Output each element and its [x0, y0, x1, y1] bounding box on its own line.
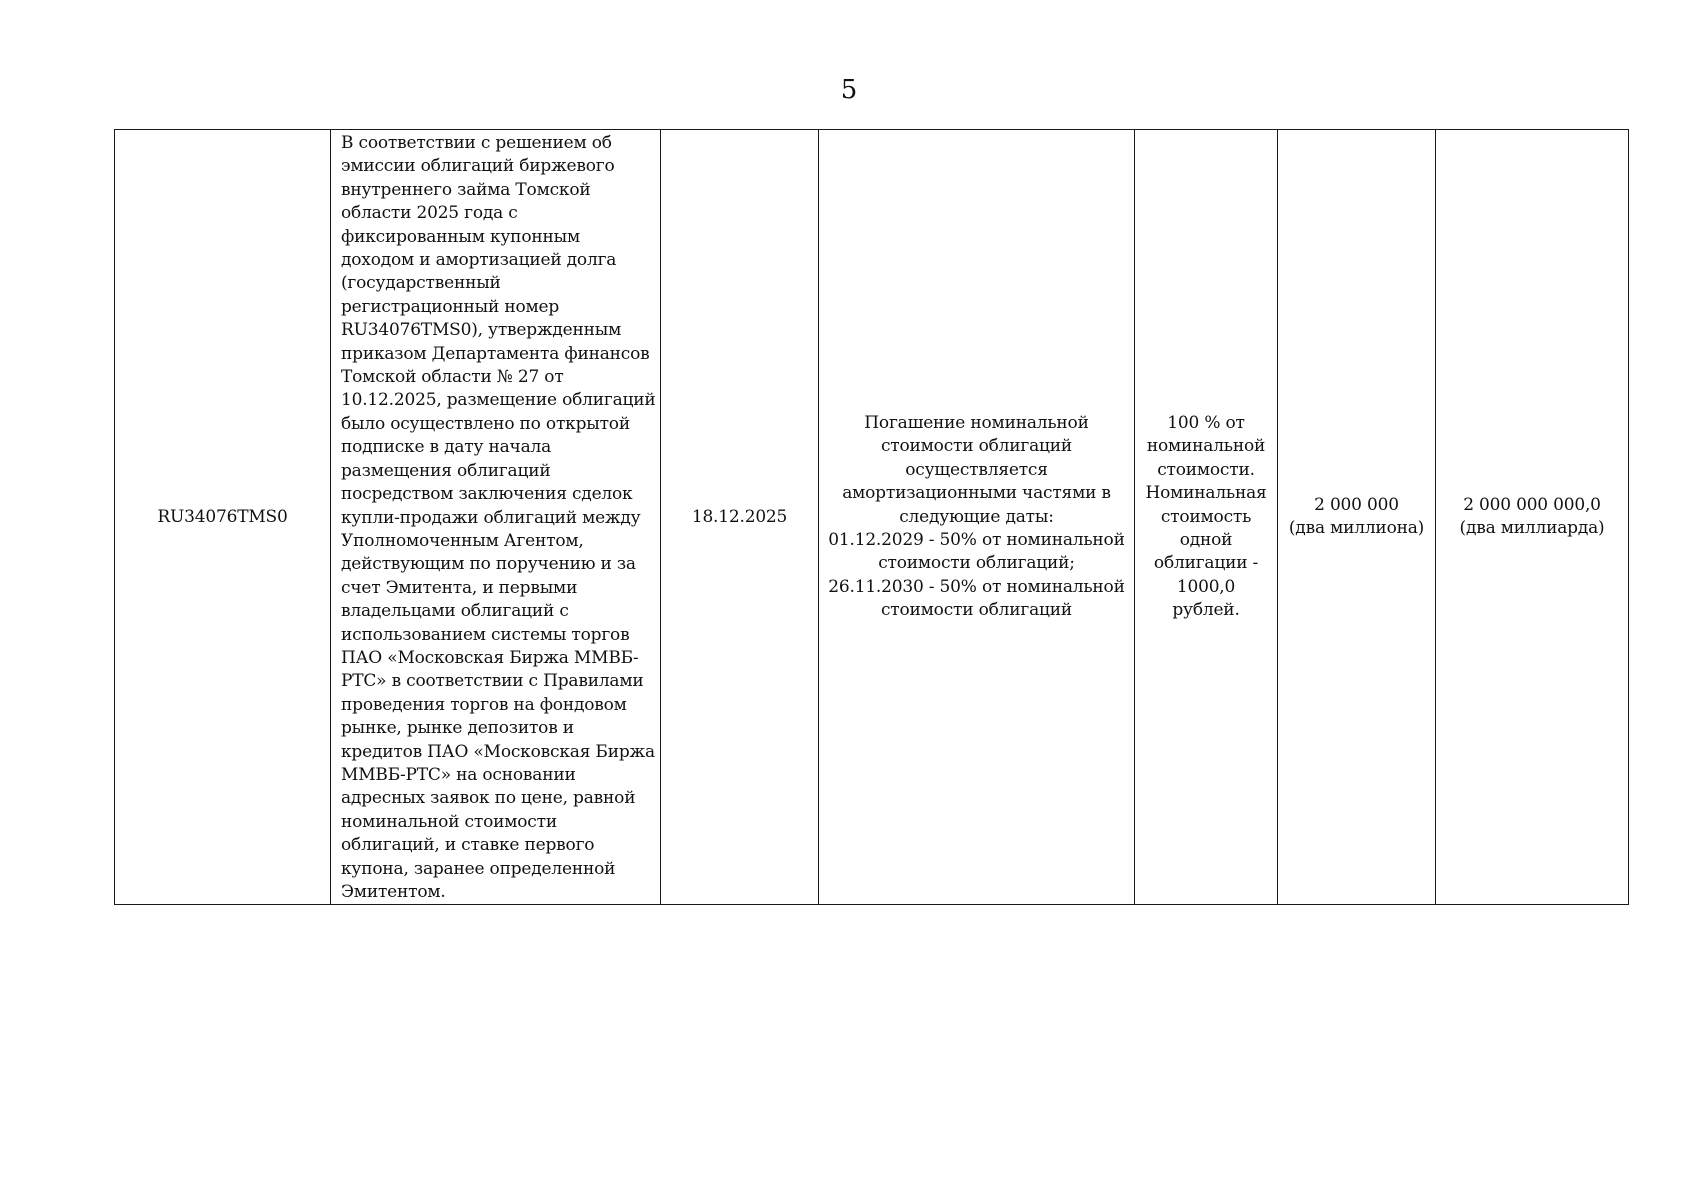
page-number: 5 [840, 75, 858, 105]
description-line: было осуществлено по открытой [341, 413, 630, 434]
repayment-line: Погашение номинальной [864, 412, 1089, 433]
description-line: В соответствии с решением об [341, 133, 612, 153]
bond-issue-table [114, 129, 1629, 905]
description-line: доходом и амортизацией долга [341, 250, 617, 271]
description-line: купона, заранее определенной [341, 858, 616, 879]
table-row [115, 130, 1629, 905]
description-line: подписке в дату начала [341, 437, 552, 458]
description-line: размещения облигаций [341, 460, 551, 481]
description-line: Томской области № 27 от [341, 367, 564, 388]
description-line: фиксированным купонным [341, 226, 580, 247]
volume-line: (два миллиарда) [1459, 518, 1605, 539]
description-line: Эмитентом. [341, 882, 446, 902]
description-line: рынке, рынке депозитов и [341, 718, 574, 739]
repayment-line: амортизационными частями в [842, 483, 1111, 504]
quantity-line: (два миллиона) [1288, 518, 1425, 539]
placement-description-cell [331, 130, 661, 905]
description-line: кредитов ПАО «Московская Биржа [341, 741, 655, 762]
price-line: стоимости. [1157, 459, 1255, 480]
repayment-line: осуществляется [905, 459, 1048, 480]
description-line: номинальной стоимости [341, 811, 557, 832]
quantity-line: 2 000 000 [1314, 494, 1399, 515]
description-line: счет Эмитента, и первыми [341, 577, 578, 598]
description-line: приказом Департамента финансов [341, 343, 650, 364]
placement-date: 18.12.2025 [691, 506, 788, 527]
description-line: внутреннего займа Томской [341, 179, 591, 200]
repayment-line: стоимости облигаций [880, 600, 1073, 621]
price-line: рублей. [1172, 600, 1240, 621]
volume-cell [1436, 130, 1629, 905]
description-line: купли-продажи облигаций между [341, 507, 641, 528]
isin-value: RU34076TMS0 [157, 506, 288, 527]
volume-line: 2 000 000 000,0 [1463, 494, 1601, 515]
quantity-cell [1278, 130, 1436, 905]
repayment-line: следующие даты: [899, 506, 1054, 527]
description-line: посредством заключения сделок [341, 484, 633, 505]
description-line: облигаций, и ставке первого [341, 835, 595, 856]
price-line: 100 % от [1167, 412, 1245, 433]
repayment-line: 01.12.2029 - 50% от номинальной [828, 529, 1125, 550]
price-line: облигации - [1153, 553, 1259, 574]
price-line: Номинальная [1145, 483, 1267, 504]
placement-price-cell [1135, 130, 1278, 905]
description-line: 10.12.2025, размещение облигаций [341, 390, 656, 411]
isin-cell [115, 130, 331, 905]
description-line: Уполномоченным Агентом, [341, 530, 584, 551]
description-line: действующим по поручению и за [341, 554, 636, 575]
description-line: использованием системы торгов [341, 624, 630, 645]
description-line: RU34076TMS0), утвержденным [341, 320, 622, 341]
price-line: номинальной [1146, 436, 1266, 457]
repayment-line: стоимости облигаций [880, 436, 1073, 457]
description-line: эмиссии облигаций биржевого [341, 156, 615, 177]
description-line: проведения торгов на фондовом [341, 694, 627, 715]
description-line: владельцами облигаций с [341, 601, 569, 622]
description-line: области 2025 года с [341, 203, 518, 224]
price-line: 1000,0 [1176, 576, 1236, 597]
description-line: ПАО «Московская Биржа ММВБ- [341, 647, 639, 668]
description-line: РТС» в соответствии с Правилами [341, 671, 644, 692]
repayment-cell [819, 130, 1135, 905]
price-line: стоимость [1160, 506, 1252, 527]
description-line: ММВБ-РТС» на основании [341, 764, 576, 785]
description-line: регистрационный номер [341, 296, 560, 317]
description-line: адресных заявок по цене, равной [341, 788, 636, 809]
description-line: (государственный [341, 273, 501, 294]
repayment-line: 26.11.2030 - 50% от номинальной [828, 576, 1125, 597]
repayment-line: стоимости облигаций; [878, 553, 1075, 574]
price-line: одной [1179, 529, 1233, 550]
placement-date-cell [661, 130, 819, 905]
